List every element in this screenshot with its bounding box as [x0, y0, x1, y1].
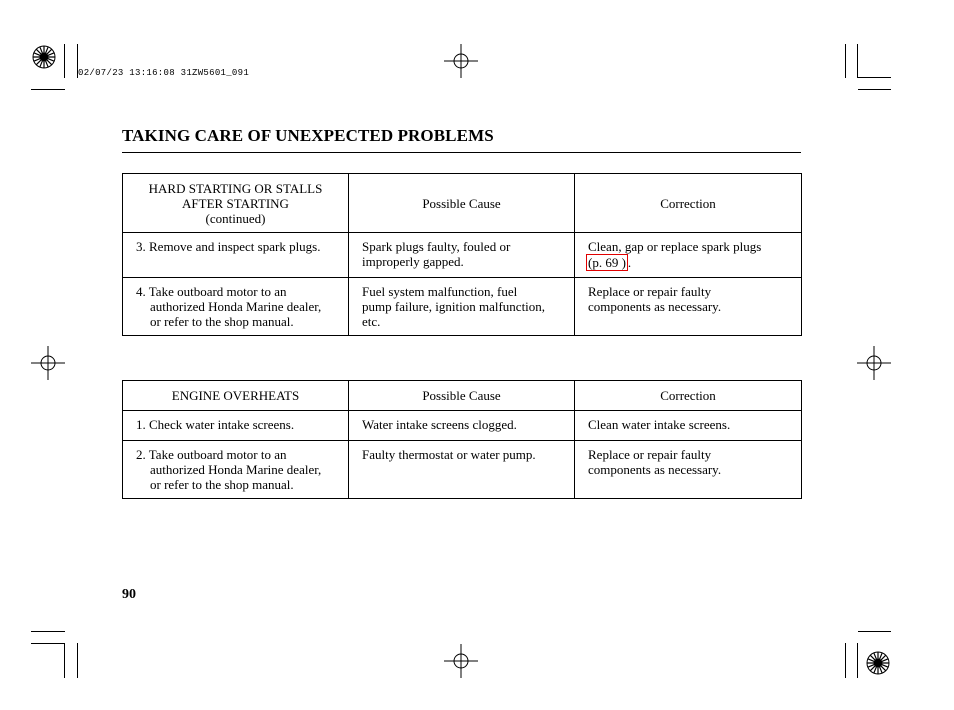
link-suffix: . [627, 255, 632, 270]
table-header-row [123, 174, 802, 233]
cause-heading: Possible Cause [349, 174, 575, 233]
step-line: or refer to the shop manual. [150, 477, 294, 492]
crop-mark [857, 643, 858, 678]
step-text: 1. Check water intake screens. [136, 417, 295, 432]
step-line: or refer to the shop manual. [150, 314, 294, 329]
cause-cell: Water intake screens clogged. [349, 411, 575, 441]
cause-cell [349, 233, 575, 278]
correction-line: components as necessary. [588, 462, 722, 477]
crop-mark [858, 77, 891, 78]
crop-mark [77, 643, 78, 678]
starburst-registration-icon [32, 45, 56, 69]
crop-mark [64, 643, 65, 678]
cause-line: pump failure, ignition malfunction, [362, 299, 546, 314]
symptom-heading [123, 174, 349, 233]
crop-mark [845, 643, 846, 678]
registration-target-icon [444, 44, 478, 78]
cause-heading: Possible Cause [349, 381, 575, 411]
crop-mark [845, 44, 846, 78]
correction-heading: Correction [575, 381, 802, 411]
cause-line: etc. [362, 314, 381, 329]
title-divider [122, 152, 801, 153]
step-text: 3. Remove and inspect spark plugs. [136, 239, 321, 254]
correction-line: Replace or repair faulty [588, 284, 712, 299]
registration-target-icon [857, 346, 891, 380]
step-text [136, 447, 340, 492]
crop-mark [858, 89, 891, 90]
crop-mark [64, 44, 65, 78]
cause-line: Spark plugs faulty, fouled or [362, 239, 511, 254]
page-title: TAKING CARE OF UNEXPECTED PROBLEMS [122, 126, 494, 145]
troubleshooting-table-hard-starting [122, 173, 802, 336]
correction-cell: Clean water intake screens. [575, 411, 802, 441]
cause-line: Fuel system malfunction, fuel [362, 284, 518, 299]
crop-mark [31, 89, 65, 90]
page-reference-link[interactable]: (p. 69 ) [588, 255, 626, 270]
starburst-registration-icon [866, 651, 890, 675]
table-row [123, 411, 802, 441]
table-row [123, 278, 802, 336]
cause-cell [349, 278, 575, 336]
cause-line: improperly gapped. [362, 254, 464, 269]
print-timestamp: 02/07/23 13:16:08 31ZW5601_091 [78, 68, 250, 78]
symptom-heading-line: (continued) [205, 210, 266, 226]
symptom-heading-line: AFTER STARTING [182, 195, 289, 211]
step-line: authorized Honda Marine dealer, [150, 299, 322, 314]
step-line: authorized Honda Marine dealer, [150, 462, 322, 477]
crop-mark [31, 643, 65, 644]
step-line: 4. Take outboard motor to an [136, 284, 287, 299]
correction-heading: Correction [575, 174, 802, 233]
correction-cell [575, 278, 802, 336]
page-number: 90 [122, 587, 136, 602]
correction-line: Clean, gap or replace spark plugs [588, 239, 762, 254]
step-cell [123, 233, 349, 278]
crop-mark [31, 631, 65, 632]
correction-line: Replace or repair faulty [588, 447, 712, 462]
correction-line: components as necessary. [588, 299, 722, 314]
step-cell [123, 278, 349, 336]
step-cell [123, 441, 349, 499]
correction-cell [575, 441, 802, 499]
step-line: 2. Take outboard motor to an [136, 447, 287, 462]
symptom-heading-line: HARD STARTING OR STALLS [148, 180, 323, 196]
crop-mark [857, 44, 858, 78]
step-text [136, 284, 340, 329]
step-cell [123, 411, 349, 441]
registration-target-icon [444, 644, 478, 678]
crop-mark [858, 631, 891, 632]
table-row [123, 441, 802, 499]
registration-target-icon [31, 346, 65, 380]
cause-cell: Faulty thermostat or water pump. [349, 441, 575, 499]
table-header-row [123, 381, 802, 411]
troubleshooting-table-engine-overheats [122, 380, 802, 499]
table-row [123, 233, 802, 278]
correction-cell [575, 233, 802, 278]
symptom-heading: ENGINE OVERHEATS [123, 381, 349, 411]
